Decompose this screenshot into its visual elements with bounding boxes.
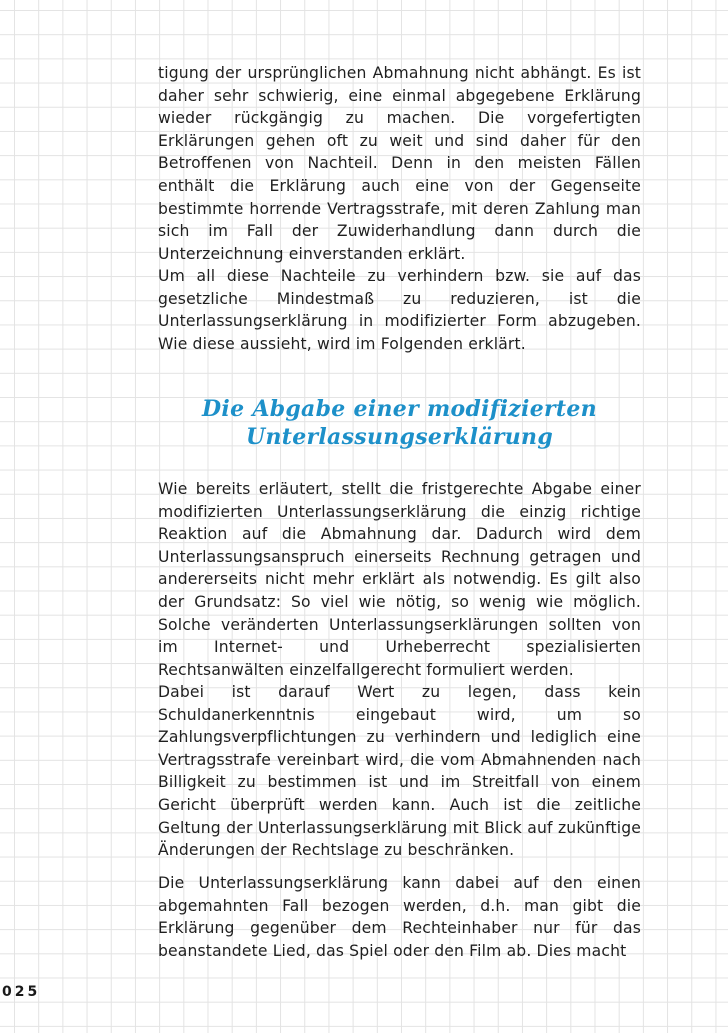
section-heading [158, 395, 641, 451]
section-heading-line-2: Unterlassungserklärung [245, 424, 554, 450]
body-paragraph-2: Um all diese Nachteile zu verhindern bzw. sie auf das gesetzliche Mindestmaß zu reduzieren, ist die Unterlassungserklärung in modifizierter Form abzugeben. Wie diese aussieht, wird im Folgenden erklärt. [158, 267, 641, 353]
body-paragraph-4: Dabei ist darauf Wert zu legen, dass kein Schuldanerkenntnis eingebaut wird, um so Zahlungsverpflichtungen zu verhindern und lediglich eine Vertragsstrafe vereinbart wird, die vom Abmahnenden nach Billigkeit zu bestimmen ist und im Streitfall von einem Gericht überprüft werden kann. Auch ist die zeitliche Geltung der Unterlassungserklärung mit Blick auf zukünftige Änderungen der Rechtslage zu beschränken. [158, 683, 641, 860]
section-heading-line-1: Die Abgabe einer modifizierten [202, 396, 597, 422]
page-number: 025 [2, 984, 41, 1000]
body-paragraph-5: Die Unterlassungserklärung kann dabei auf den einen abgemahnten Fall bezogen werden, d.h. man gibt die Erklärung gegenüber dem Rechteinhaber nur für das beanstandete Lied, das Spiel oder den Film ab. Dies macht [158, 874, 641, 960]
body-paragraph-1: tigung der ursprünglichen Abmahnung nicht abhängt. Es ist daher sehr schwierig, eine einmal abgegebene Erklärung wieder rückgängig zu machen. Die vorgefertigten Erklärungen gehen oft zu weit und sind daher für den Betroffenen von Nachteil. Denn in den meisten Fällen enthält die Erklärung auch eine von der Gegenseite bestimmte horrende Vertragsstrafe, mit deren Zahlung man sich im Fall der Zuwiderhandlung dann durch die Unterzeichnung einverstanden erklärt. [158, 64, 641, 263]
body-paragraph-3: Wie bereits erläutert, stellt die fristgerechte Abgabe einer modifizierten Unterlassungserklärung die einzig richtige Reaktion auf die Abmahnung dar. Dadurch wird dem Unterlassungsanspruch einerseits Rechnung getragen und andererseits nicht mehr erklärt als notwendig. Es gilt also der Grundsatz: So viel wie nötig, so wenig wie möglich. Solche veränderten Unterlassungserklärungen sollten von im Internet- und Urheberrecht spezialisierten Rechtsanwälten einzelfallgerecht formuliert werden. [158, 480, 641, 679]
